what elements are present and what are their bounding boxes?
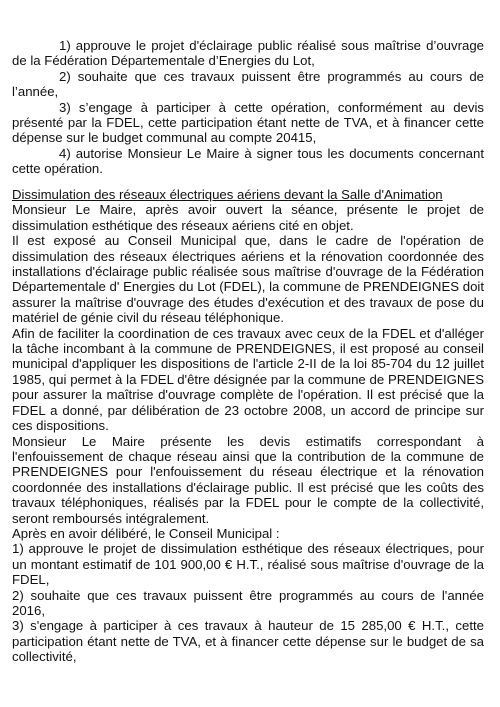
section-heading: Dissimulation des réseaux électriques aériens devant la Salle d'Animation xyxy=(12,187,443,202)
decision-point-3: 3) s’engage à participer à cette opération, conformément au devis présenté par la FDEL, cette participation étant nette de TVA, et à financer cette dépense sur le budget communal au compte 20415, xyxy=(12,99,484,146)
section-point-2: 2) souhaite que ces travaux puissent être programmés au cours de l'année 2016, xyxy=(12,587,484,618)
section-dissimulation xyxy=(12,187,484,665)
decision-point-2: 2) souhaite que ces travaux puissent être programmés au cours de l’année, xyxy=(12,68,484,100)
section-point-3: 3) s'engage à participer à ces travaux à hauteur de 15 285,00 € H.T., cette participation étant nette de TVA, et à financer cette dépense sur le budget de sa collectivité, xyxy=(12,618,484,665)
decision-point-1: 1) approuve le projet d'éclairage public réalisé sous maîtrise d’ouvrage de la Fédération Départementale d’Energies du Lot, xyxy=(12,38,484,69)
paragraph-deliberation: Après en avoir délibéré, le Conseil Municipal : xyxy=(12,525,280,541)
paragraph-devis: Monsieur Le Maire présente les devis estimatifs correspondant à l'enfouissement de chaque réseau ainsi que la contribution de la commune de PRENDEIGNES pour l'enfouissement du réseau électrique et la rénovation coordonnée des installations d'éclairage public. Il est précisé que les coûts des travaux téléphoniques, réalisés par la FDEL pour le compte de la collectivité, seront remboursés intégralement. xyxy=(12,433,484,526)
decision-point-4: 4) autorise Monsieur Le Maire à signer tous les documents concernant cette opération. xyxy=(12,145,484,177)
decision-list-lighting xyxy=(12,38,484,177)
paragraph-introduction: Monsieur Le Maire, après avoir ouvert la séance, présente le projet de dissimulation esthétique des réseaux aériens cité en objet. xyxy=(12,202,484,233)
paragraph-coordination: Afin de faciliter la coordination de ces travaux avec ceux de la FDEL et d'alléger la tâche incombant à la commune de PRENDEIGNES, il est proposé au conseil municipal d'appliquer les dispositions de l'article 2-II de la loi 85-704 du 12 juillet 1985, qui permet à la FDEL d'être désignée par la commune de PRENDEIGNES pour assurer la maîtrise d'ouvrage complète de l'opération. Il est précisé que la FDEL a donné, par délibération de 23 octobre 2008, un accord de principe sur ces dispositions. xyxy=(12,325,484,434)
paragraph-expose: Il est exposé au Conseil Municipal que, dans le cadre de l'opération de dissimulation des réseaux électriques aériens et la rénovation coordonnée des installations d'éclairage public réalisée sous maîtrise d'ouvrage de la Fédération Départementale d' Energies du Lot (FDEL), la commune de PRENDEIGNES doit assurer la maîtrise d'ouvrage des études d'exécution et des travaux de pose du matériel de génie civil du réseau téléphonique. xyxy=(12,233,484,326)
section-point-1: 1) approuve le projet de dissimulation esthétique des réseaux électriques, pour un montant estimatif de 101 900,00 € H.T., réalisé sous maîtrise d'ouvrage de la FDEL, xyxy=(12,541,484,588)
